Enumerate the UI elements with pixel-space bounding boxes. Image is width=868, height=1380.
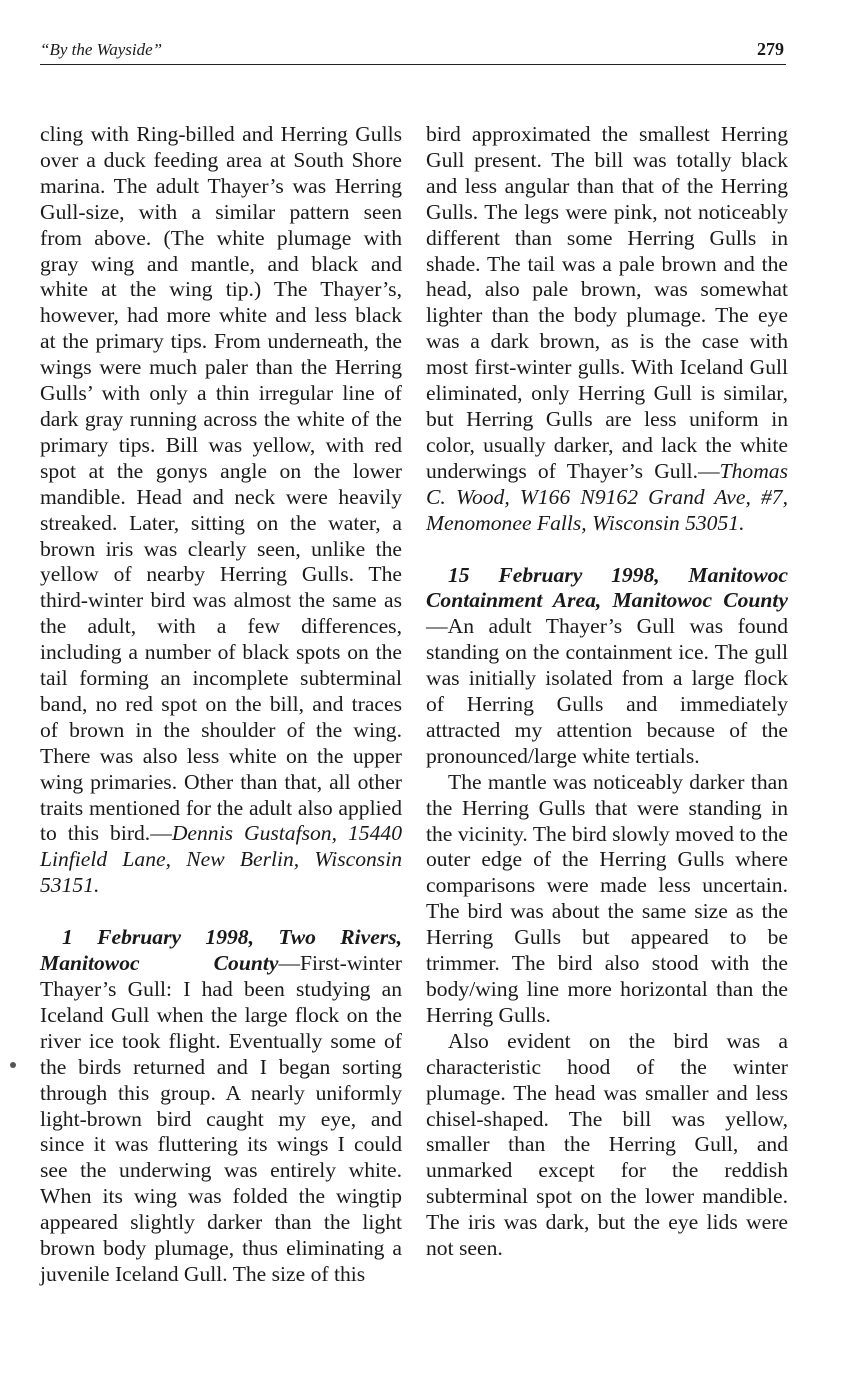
paragraph-text: The mantle was noticeably darker than the Herring Gulls that were standing in the vicinity. The bird slowly moved to the outer edge of the Herring Gulls where comparisons were made less uncertain. The bird was about the same size as the Herring Gulls but appeared to be trimmer. The bird also stood with the body/wing line more horizontal than the Herring Gulls. (426, 769, 788, 1027)
observation-heading: 15 February 1998, Manitowoc Containment Area, Manitowoc County (426, 562, 788, 613)
paragraph (426, 1029, 788, 1262)
paragraph-text: —An adult Thayer’s Gull was found standing on the containment ice. The gull was initially isolated from a large flock of Herring Gulls and immediately attracted my attention because of the pronounced/large white tertials. (426, 614, 788, 768)
paragraph (426, 770, 788, 1029)
paragraph-text: cling with Ring-billed and Herring Gulls over a duck feeding area at South Shore marina. The adult Thayer’s was Herring Gull-size, with a similar pattern seen from above. (The white plumage with gray wing and mantle, and black and white at the wing tip.) The Thayer’s, however, had more white and less black at the primary tips. From underneath, the wings were much paler than the Herring Gulls’ with only a thin irregular line of dark gray running across the white of the primary tips. Bill was yellow, with red spot at the gonys angle on the lower mandible. Head and neck were heavily streaked. Later, sitting on the water, a brown iris was clearly seen, unlike the yellow of nearby Herring Gulls. The third-winter bird was almost the same as the adult, with a few differences, including a number of black spots on the tail forming an incomplete subterminal band, no red spot on the bill, and traces of brown in the shoulder of the wing. There was also less white on the upper wing primaries. Other than that, all other traits mentioned for the adult also applied to this bird.— (40, 122, 402, 846)
paragraph-text: bird approximated the smallest Herring Gull present. The bill was totally black and less angular than that of the Herring Gulls. The legs were pink, not noticeably different than some Herring Gulls in shade. The tail was a pale brown and the head, also pale brown, was somewhat lighter than the body plumage. The eye was a dark brown, as is the case with most first-winter gulls. With Iceland Gull eliminated, only Herring Gull is similar, but Herring Gulls are less uniform in color, usually darker, and lack the white underwings of Thayer’s Gull.— (426, 122, 788, 483)
paragraph (40, 122, 402, 899)
paragraph-text: Also evident on the bird was a characteristic hood of the winter plumage. The head was smaller and less chisel-shaped. The bill was yellow, smaller than the Herring Gull, and unmarked except for the reddish subterminal spot on the lower mandible. The iris was dark, but the eye lids were not seen. (426, 1028, 788, 1261)
paragraph (426, 122, 788, 537)
page-number: 279 (757, 39, 784, 59)
left-column (40, 122, 402, 1288)
observation-heading: 1 February 1998, Two Rivers, Manitowoc County (40, 925, 402, 976)
author-signature: Thomas C. Wood, W166 N9162 Grand Ave, #7, Menomonee Falls, Wisconsin 53051. (426, 458, 788, 535)
right-column (426, 122, 788, 1262)
margin-dot-mark (10, 1062, 16, 1068)
paragraph-text: —First-winter Thayer’s Gull: I had been studying an Iceland Gull when the large flock on the river ice took flight. Eventually some of the birds returned and I began sorting through this group. A nearly uniformly light-brown bird caught my eye, and since it was fluttering its wings I could see the underwing was entirely white. When its wing was folded the wingtip appeared slightly darker than the light brown body plumage, thus eliminating a juvenile Iceland Gull. The size of this (40, 951, 402, 1286)
paragraph (40, 925, 402, 1288)
page-header (40, 36, 786, 65)
paragraph (426, 563, 788, 770)
author-signature: Dennis Gustafson, 15440 Linfield Lane, New Berlin, Wisconsin 53151. (40, 821, 402, 898)
running-title: “By the Wayside” (40, 40, 163, 59)
